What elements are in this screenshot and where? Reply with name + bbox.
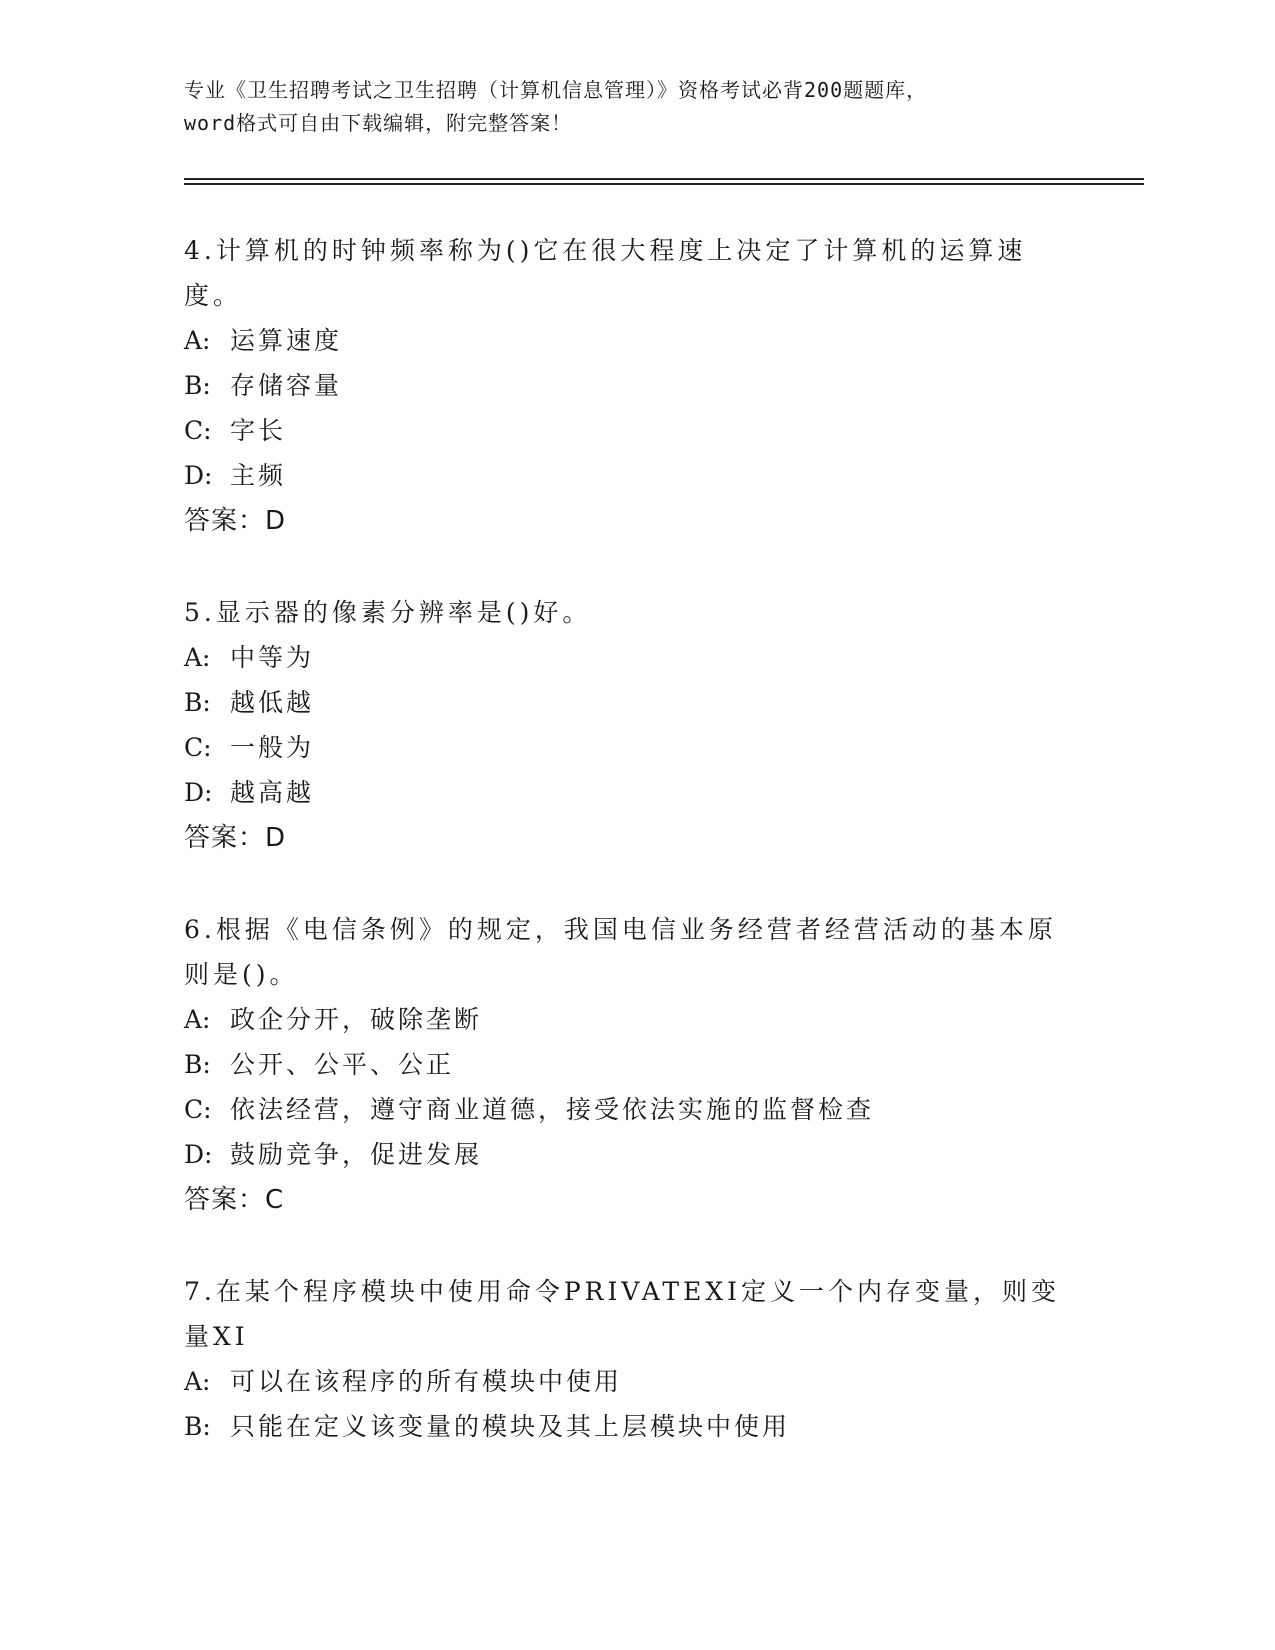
question-stem: 7.在某个程序模块中使用命令PRIVATEXI定义一个内存变量，则变量XI (184, 1277, 1061, 1351)
header-divider-bottom (184, 183, 1144, 185)
question-6 (184, 907, 1064, 1223)
option-text: 鼓励竞争，促进发展 (230, 1140, 483, 1169)
option-letter: D: (184, 1140, 213, 1169)
option-text: 公开、公平、公正 (230, 1050, 455, 1079)
option-a (184, 1359, 1064, 1404)
header-line-1: 专业《卫生招聘考试之卫生招聘（计算机信息管理）》资格考试必背200题题库， (184, 78, 928, 102)
option-b (184, 1404, 1064, 1449)
option-d (184, 770, 1064, 815)
option-c (184, 408, 1064, 453)
option-text: 越高越 (230, 778, 315, 807)
option-letter: A: (184, 1367, 211, 1396)
option-text: 存储容量 (230, 371, 343, 400)
option-text: 依法经营，遵守商业道德，接受依法实施的监督检查 (230, 1095, 875, 1124)
question-stem: 5.显示器的像素分辨率是()好。 (184, 598, 592, 627)
option-a (184, 635, 1064, 680)
question-4 (184, 228, 1064, 544)
option-text: 字长 (230, 416, 287, 445)
answer-line: 答案：C (184, 1185, 285, 1215)
option-letter: C: (184, 1095, 212, 1124)
option-text: 越低越 (230, 688, 315, 717)
option-text: 只能在定义该变量的模块及其上层模块中使用 (230, 1412, 791, 1441)
header-line-2: word格式可自由下载编辑，附完整答案！ (184, 111, 573, 135)
answer-line: 答案：D (184, 823, 287, 853)
option-letter: B: (184, 1412, 211, 1441)
answer-line: 答案：D (184, 506, 287, 536)
option-letter: B: (184, 1050, 211, 1079)
question-7 (184, 1269, 1064, 1449)
option-text: 中等为 (230, 643, 315, 672)
option-letter: A: (184, 1005, 211, 1034)
option-letter: C: (184, 733, 212, 762)
option-text: 运算速度 (230, 326, 343, 355)
option-letter: B: (184, 688, 211, 717)
option-b (184, 1042, 1064, 1087)
option-text: 可以在该程序的所有模块中使用 (230, 1367, 623, 1396)
option-c (184, 1087, 1064, 1132)
option-letter: B: (184, 371, 211, 400)
option-letter: D: (184, 778, 213, 807)
option-c (184, 725, 1064, 770)
option-b (184, 363, 1064, 408)
option-a (184, 997, 1064, 1042)
option-letter: C: (184, 416, 212, 445)
question-stem: 6.根据《电信条例》的规定，我国电信业务经营者经营活动的基本原则是()。 (184, 915, 1057, 989)
option-b (184, 680, 1064, 725)
document-header (184, 74, 1084, 140)
option-d (184, 453, 1064, 498)
option-letter: A: (184, 326, 211, 355)
option-text: 一般为 (230, 733, 315, 762)
question-stem: 4.计算机的时钟频率称为()它在很大程度上决定了计算机的运算速度。 (184, 236, 1027, 310)
option-letter: A: (184, 643, 211, 672)
question-list (184, 228, 1064, 1495)
option-a (184, 318, 1064, 363)
question-5 (184, 590, 1064, 861)
option-d (184, 1132, 1064, 1177)
option-letter: D: (184, 461, 213, 490)
option-text: 政企分开，破除垄断 (230, 1005, 483, 1034)
header-divider-top (184, 178, 1144, 180)
option-text: 主频 (230, 461, 287, 490)
